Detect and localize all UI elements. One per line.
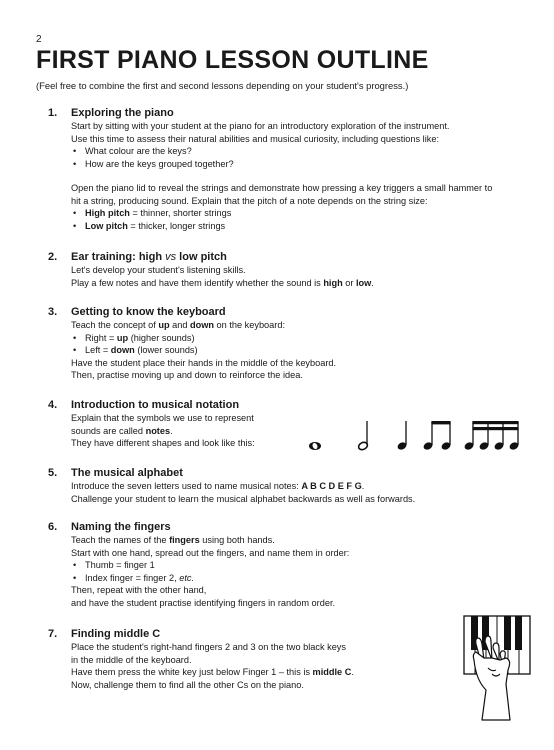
text-part: (higher sounds) bbox=[128, 332, 195, 343]
text-line bbox=[71, 480, 526, 493]
text-line: Explain that the symbols we use to represent bbox=[71, 413, 254, 423]
music-notes-illustration bbox=[304, 419, 534, 453]
page-number: 2 bbox=[36, 34, 42, 45]
section-heading: Exploring the piano bbox=[71, 107, 174, 119]
section-heading: Getting to know the keyboard bbox=[71, 306, 226, 318]
bullet-item: • What colour are the keys? bbox=[71, 145, 526, 158]
page-title: FIRST PIANO LESSON OUTLINE bbox=[36, 46, 429, 74]
whole-note-icon bbox=[309, 442, 321, 450]
text-line: Let's develop your student's listening skills. bbox=[71, 265, 246, 275]
text-line: Use this time to assess their natural abilities and musical curiosity, including questions like: bbox=[71, 133, 440, 144]
section-number: 2. bbox=[48, 251, 58, 263]
text-part: . bbox=[361, 481, 365, 491]
text-line: hit a string, producing sound. Explain that the pitch of a note depends on the string size: bbox=[71, 195, 428, 206]
text-line bbox=[71, 666, 526, 679]
text-part: Introduce the seven letters used to name musical notes: bbox=[71, 481, 302, 491]
half-note-icon bbox=[357, 421, 368, 451]
section-heading bbox=[71, 250, 526, 264]
bold-term: up bbox=[116, 332, 129, 343]
bold-term: middle C bbox=[312, 667, 352, 677]
heading-part: Ear training: high bbox=[71, 251, 166, 263]
text-line: Start with one hand, spread out the fingers, and name them in order: bbox=[71, 547, 350, 558]
text-line: in the middle of the keyboard. bbox=[71, 654, 192, 665]
section-naming-fingers bbox=[36, 520, 526, 609]
bold-letters: A B C D E F G bbox=[301, 481, 362, 491]
text-line: Then, practise moving up and down to reinforce the idea. bbox=[71, 370, 303, 380]
text-part: Left = bbox=[85, 345, 111, 355]
section-number: 3. bbox=[48, 306, 58, 318]
text-part: . bbox=[351, 667, 354, 677]
quarter-note-icon bbox=[396, 421, 407, 451]
bold-term: High pitch bbox=[85, 208, 130, 218]
bold-term: Low pitch bbox=[85, 220, 128, 231]
heading-vs: vs bbox=[165, 251, 177, 263]
text-part: (lower sounds) bbox=[134, 345, 198, 355]
bold-term: down bbox=[190, 320, 214, 330]
hand-on-keys-illustration bbox=[462, 614, 532, 724]
italic-term: etc. bbox=[179, 572, 195, 583]
bold-term: down bbox=[110, 345, 135, 355]
bold-term: up bbox=[158, 320, 170, 330]
text-part: Index finger = finger 2, bbox=[85, 572, 180, 583]
text-part: Right = bbox=[85, 332, 117, 343]
section-exploring-piano bbox=[36, 106, 526, 232]
text-part: Teach the concept of bbox=[71, 320, 159, 330]
text-line: Then, repeat with the other hand, bbox=[71, 585, 207, 595]
text-line: Place the student's right-hand fingers 2 and 3 on the two black keys bbox=[71, 642, 346, 652]
text-part: . bbox=[371, 277, 374, 288]
section-musical-alphabet bbox=[36, 466, 526, 505]
bullet-text: = thinner, shorter strings bbox=[129, 208, 232, 218]
section-number: 5. bbox=[48, 467, 58, 479]
text-part: using both hands. bbox=[199, 535, 275, 545]
bullet-item: • Thumb = finger 1 bbox=[71, 559, 526, 572]
bold-term: high bbox=[323, 277, 343, 288]
bullet-item bbox=[71, 207, 526, 220]
bullet-item bbox=[71, 332, 526, 345]
bullet-text: = thicker, longer strings bbox=[127, 220, 226, 231]
text-line: They have different shapes and look like this: bbox=[71, 438, 255, 448]
text-part: . bbox=[170, 425, 173, 436]
text-line bbox=[71, 534, 526, 547]
text-part: on the keyboard: bbox=[214, 320, 285, 330]
section-heading: Finding middle C bbox=[71, 628, 161, 640]
section-ear-training bbox=[36, 250, 526, 289]
text-line: Open the piano lid to reveal the strings and demonstrate how pressing a key triggers a small hammer to bbox=[71, 183, 493, 193]
section-middle-c bbox=[36, 627, 526, 691]
page-subtitle: (Feel free to combine the first and second lessons depending on your student's progress.) bbox=[36, 80, 409, 91]
text-line: Have the student place their hands in the middle of the keyboard. bbox=[71, 357, 337, 368]
bullet-item bbox=[71, 220, 526, 233]
text-line: and have the student practise identifying fingers in random order. bbox=[71, 597, 336, 608]
text-part: sounds are called bbox=[71, 425, 146, 436]
text-part: Play a few notes and have them identify whether the sound is bbox=[71, 277, 324, 288]
text-part: and bbox=[169, 320, 191, 330]
eighth-notes-icon bbox=[422, 421, 451, 451]
section-number: 1. bbox=[48, 107, 58, 119]
section-number: 4. bbox=[48, 399, 58, 411]
text-part: or bbox=[342, 277, 356, 288]
text-line: Start by sitting with your student at the piano for an introductory exploration of the instrument. bbox=[71, 121, 450, 131]
text-line bbox=[71, 319, 526, 332]
bullet-item: • How are the keys grouped together? bbox=[71, 158, 526, 171]
bold-term: notes bbox=[145, 425, 171, 436]
sixteenth-notes-icon bbox=[463, 421, 519, 451]
text-line: Now, challenge them to find all the other Cs on the piano. bbox=[71, 679, 304, 690]
section-heading: The musical alphabet bbox=[71, 467, 183, 479]
heading-part: low pitch bbox=[176, 251, 227, 263]
text-line bbox=[71, 277, 526, 290]
bold-term: low bbox=[355, 277, 372, 288]
text-line: Challenge your student to learn the musical alphabet backwards as well as forwards. bbox=[71, 493, 416, 504]
section-keyboard bbox=[36, 305, 526, 382]
section-number: 6. bbox=[48, 521, 58, 533]
text-part: Teach the names of the bbox=[71, 535, 170, 545]
bullet-item bbox=[71, 572, 526, 585]
section-heading: Introduction to musical notation bbox=[71, 399, 240, 411]
section-heading: Naming the fingers bbox=[71, 521, 171, 533]
text-part: Have them press the white key just below Finger 1 – this is bbox=[71, 667, 313, 677]
section-number: 7. bbox=[48, 628, 58, 640]
bold-term: fingers bbox=[169, 535, 200, 545]
bullet-item bbox=[71, 344, 526, 357]
